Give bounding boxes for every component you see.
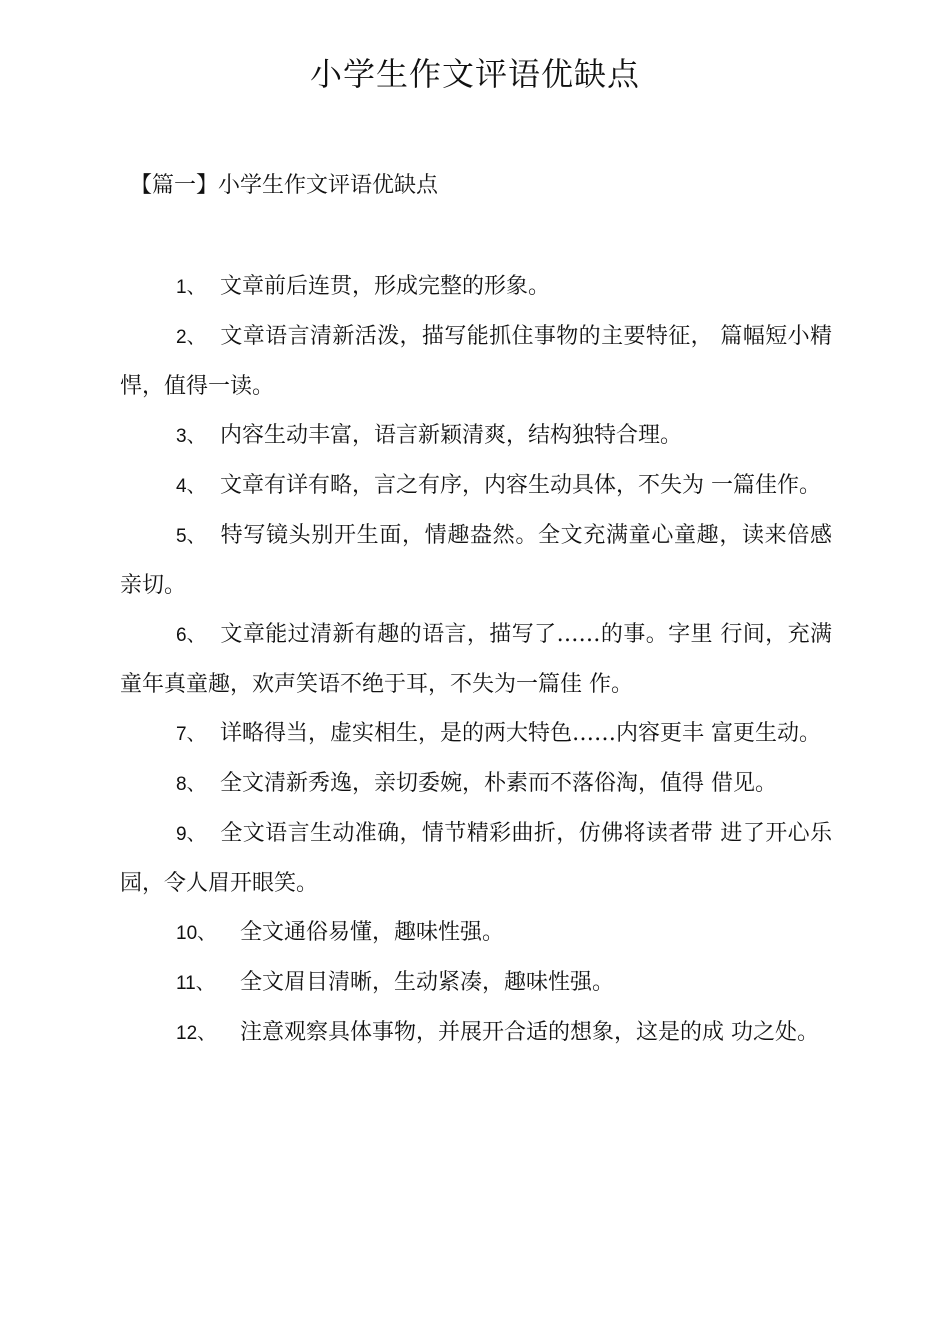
item-text: 文章有详有略，言之有序，内容生动具体，不失为 一篇佳作。: [220, 473, 821, 498]
list-item: [120, 809, 832, 908]
list-item: [120, 908, 832, 958]
list-item: [120, 610, 832, 709]
list-item: [120, 709, 832, 759]
item-text: 详略得当，虚实相生，是的两大特色……内容更丰 富更生动。: [220, 721, 821, 746]
list-item: [120, 511, 832, 610]
item-number: 9、: [176, 824, 206, 845]
item-number: 4、: [176, 476, 206, 497]
item-number: 2、: [176, 327, 206, 348]
list-item: [120, 759, 832, 809]
item-text: 文章语言清新活泼，描写能抓住事物的主要特征， 篇幅短小精悍，值得一读。: [120, 324, 832, 399]
item-text: 内容生动丰富，语言新颖清爽，结构独特合理。: [220, 423, 683, 448]
item-number: 5、: [176, 526, 206, 547]
item-text: 文章能过清新有趣的语言，描写了……的事。字里 行间，充满童年真童趣，欢声笑语不绝于耳，不失为一篇佳 作。: [120, 622, 832, 697]
item-text: 注意观察具体事物，并展开合适的想象，这是的成 功之处。: [240, 1020, 819, 1045]
list-item: [120, 958, 832, 1008]
list-item: [120, 312, 832, 411]
list-item: [120, 1008, 832, 1058]
item-text: 全文通俗易懂，趣味性强。: [240, 920, 505, 945]
item-number: 12、: [176, 1023, 217, 1044]
item-number: 7、: [176, 724, 206, 745]
item-number: 6、: [176, 625, 206, 646]
document-title: 小学生作文评语优缺点: [309, 55, 640, 93]
item-text: 特写镜头别开生面，情趣盎然。全文充满童心童趣，读来倍感亲切。: [120, 523, 832, 598]
item-text: 全文眉目清晰，生动紧凑，趣味性强。: [240, 970, 615, 995]
item-text: 文章前后连贯，形成完整的形象。: [220, 274, 551, 299]
item-number: 11、: [176, 973, 215, 994]
item-text: 全文清新秀逸，亲切委婉，朴素而不落俗淘，值得 借见。: [220, 771, 777, 796]
section-heading: 【篇一】小学生作文评语优缺点: [130, 173, 439, 198]
item-number: 10、: [176, 923, 217, 944]
item-text: 全文语言生动准确，情节精彩曲折，仿佛将读者带 进了开心乐园，令人眉开眼笑。: [120, 821, 832, 896]
item-number: 3、: [176, 426, 206, 447]
list-item: [120, 411, 832, 461]
item-number: 8、: [176, 774, 206, 795]
list-item: [120, 262, 832, 312]
comment-list: [120, 262, 832, 1058]
list-item: [120, 461, 832, 511]
item-number: 1、: [176, 277, 206, 298]
